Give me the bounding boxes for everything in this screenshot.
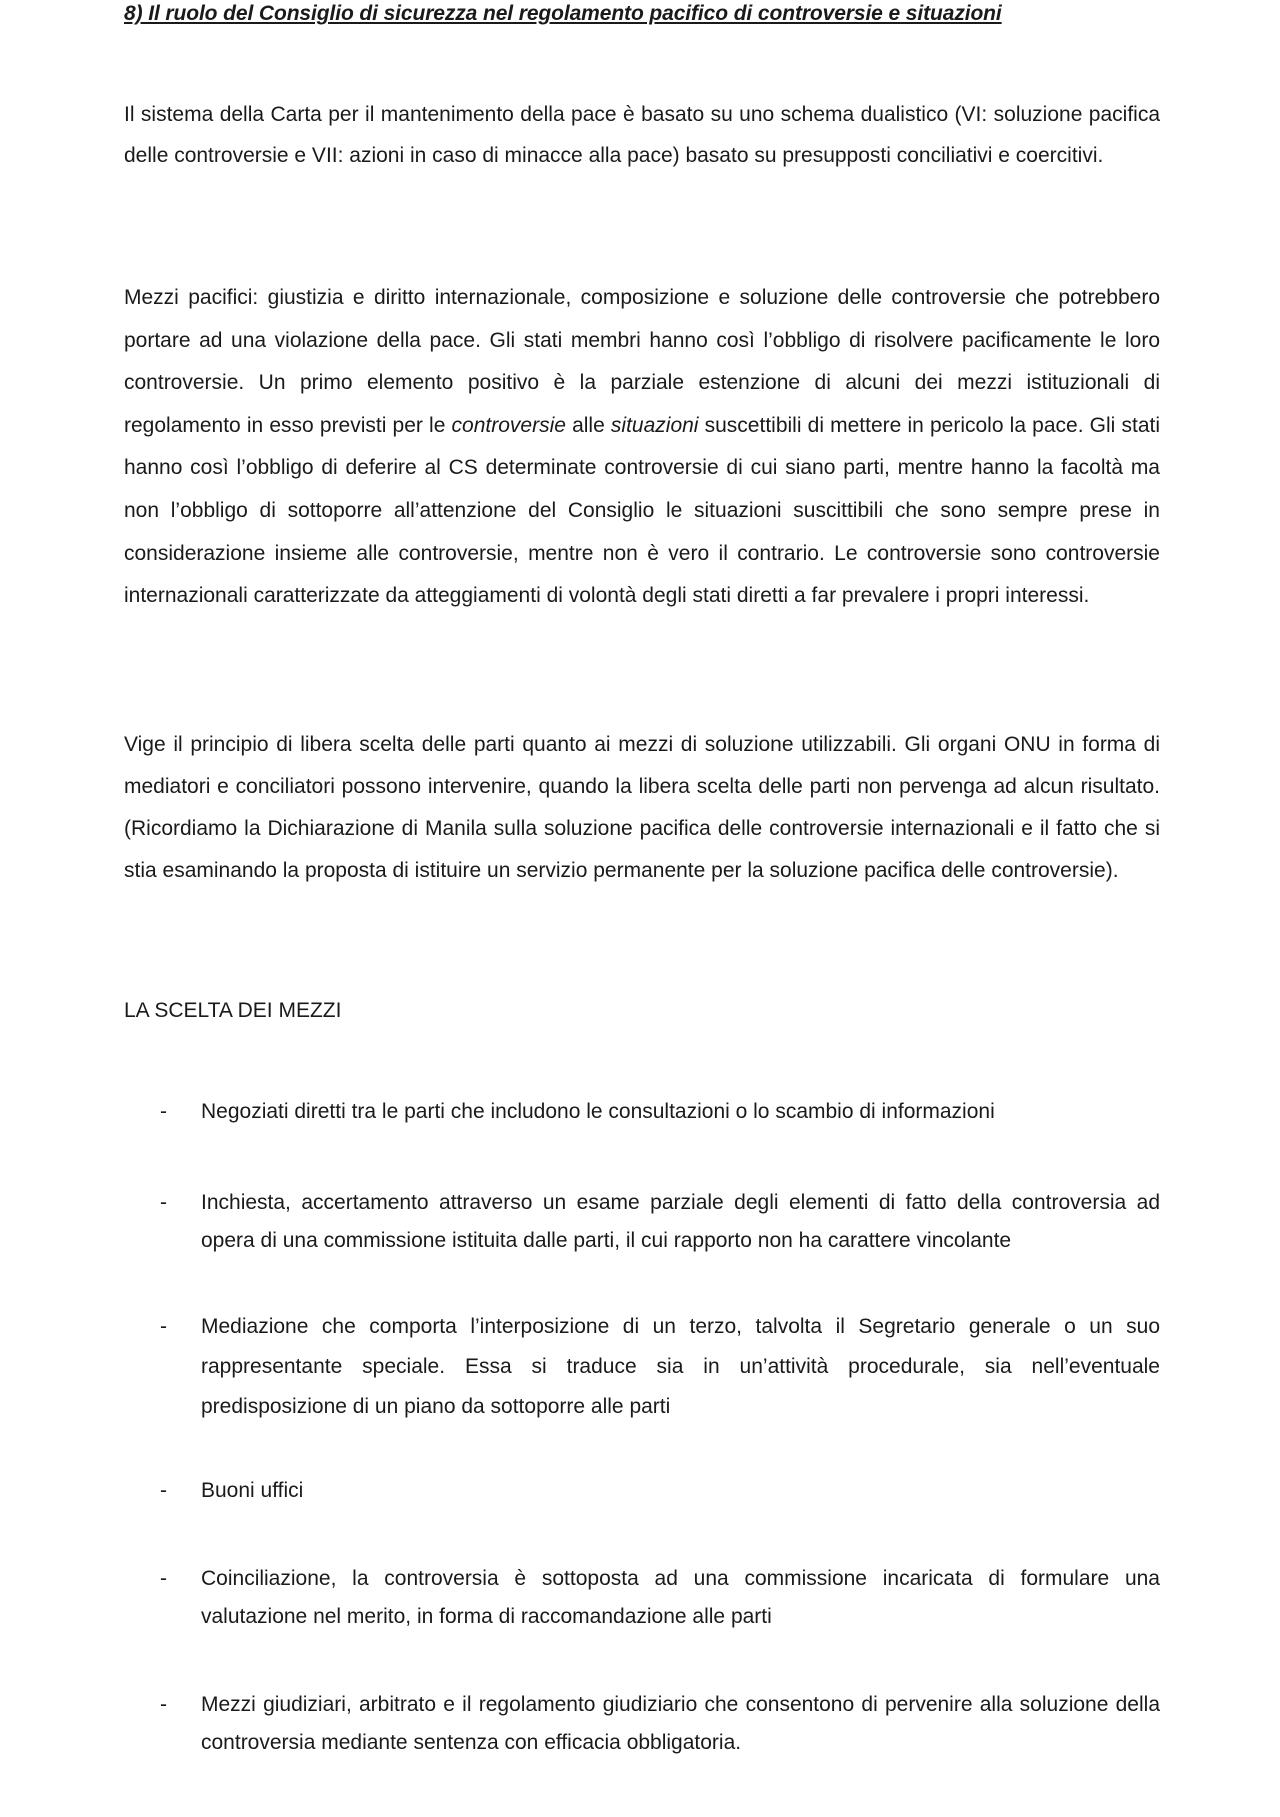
bullet-dash: - <box>160 1693 167 1716</box>
list-item-text: Coinciliazione, la controversia è sottoposta ad una commissione incaricata di formulare una valutazione nel merito, in forma di raccomandazione alle parti <box>201 1567 1160 1628</box>
bullet-dash: - <box>160 1100 167 1123</box>
paragraph-text: alle <box>565 413 611 437</box>
list-item-text: Inchiesta, accertamento attraverso un esame parziale degli elementi di fatto della controversia ad opera di una commissione istituita dalle parti, il cui rapporto non ha carattere vincolante <box>201 1191 1160 1252</box>
list-item-text: Buoni uffici <box>201 1479 304 1502</box>
paragraph-text: suscettibili di mettere in pericolo la pace. Gli stati hanno così l’obbligo di deferire al CS determinate controversie di cui siano parti, mentre hanno la facoltà ma non l’obbligo di sottoporre all’attenzione del Consiglio le situazioni suscittibili che sono sempre prese in considerazione insieme alle controversie, mentre non è vero il contrario. Le controversie sono controversie internazionali caratterizzate da atteggiamenti di volontà degli stati diretti a far prevalere i propri interessi. <box>124 413 1160 608</box>
italic-term: situazioni <box>610 413 699 437</box>
section-heading: LA SCELTA DEI MEZZI <box>124 999 342 1022</box>
list-item-text: Mediazione che comporta l’interposizione di un terzo, talvolta il Segretario generale o un suo rappresentante speciale. Essa si traduce sia in un’attività procedurale, sia nell’eventuale predisposizione di un piano da sottoporre alle parti <box>201 1315 1160 1418</box>
paragraph-text: Mezzi pacifici: giustizia e diritto internazionale, composizione e soluzione delle controversie che potrebbero portare ad una violazione della pace. Gli stati membri hanno così l’obbligo di risolvere pacificamente le loro controversie. Un primo elemento positivo è la parziale estenzione di alcuni dei mezzi istituzionali di regolamento in esso previsti per le <box>124 286 1160 437</box>
paragraph-charter-system: Il sistema della Carta per il mantenimento della pace è basato su uno schema dualistico (VI: soluzione pacifica delle controversie e VII: azioni in caso di minacce alla pace) basato su presupposti conciliativi e coercitivi. <box>124 103 1160 167</box>
list-item-text: Mezzi giudiziari, arbitrato e il regolamento giudiziario che consentono di pervenire alla soluzione della controversia mediante sentenza con efficacia obbligatoria. <box>201 1693 1160 1754</box>
italic-term: controversie <box>451 413 566 437</box>
paragraph-free-choice: Vige il principio di libera scelta delle parti quanto ai mezzi di soluzione utilizzabili. Gli organi ONU in forma di mediatori e conciliatori possono intervenire, quando la libera scelta delle parti non pervenga ad alcun risultato. (Ricordiamo la Dichiarazione di Manila sulla soluzione pacifica delle controversie internazionali e il fatto che si stia esaminando la proposta di istituire un servizio permanente per la soluzione pacifica delle controversie). <box>124 733 1160 882</box>
document-title: 8) Il ruolo del Consiglio di sicurezza nel regolamento pacifico di controversie e situazioni <box>124 2 1002 25</box>
list-item-text: Negoziati diretti tra le parti che includono le consultazioni o lo scambio di informazioni <box>201 1100 995 1123</box>
bullet-dash: - <box>160 1567 167 1590</box>
paragraph-peaceful-means <box>124 277 1160 618</box>
bullet-dash: - <box>160 1315 167 1338</box>
bullet-dash: - <box>160 1479 167 1502</box>
bullet-dash: - <box>160 1191 167 1214</box>
